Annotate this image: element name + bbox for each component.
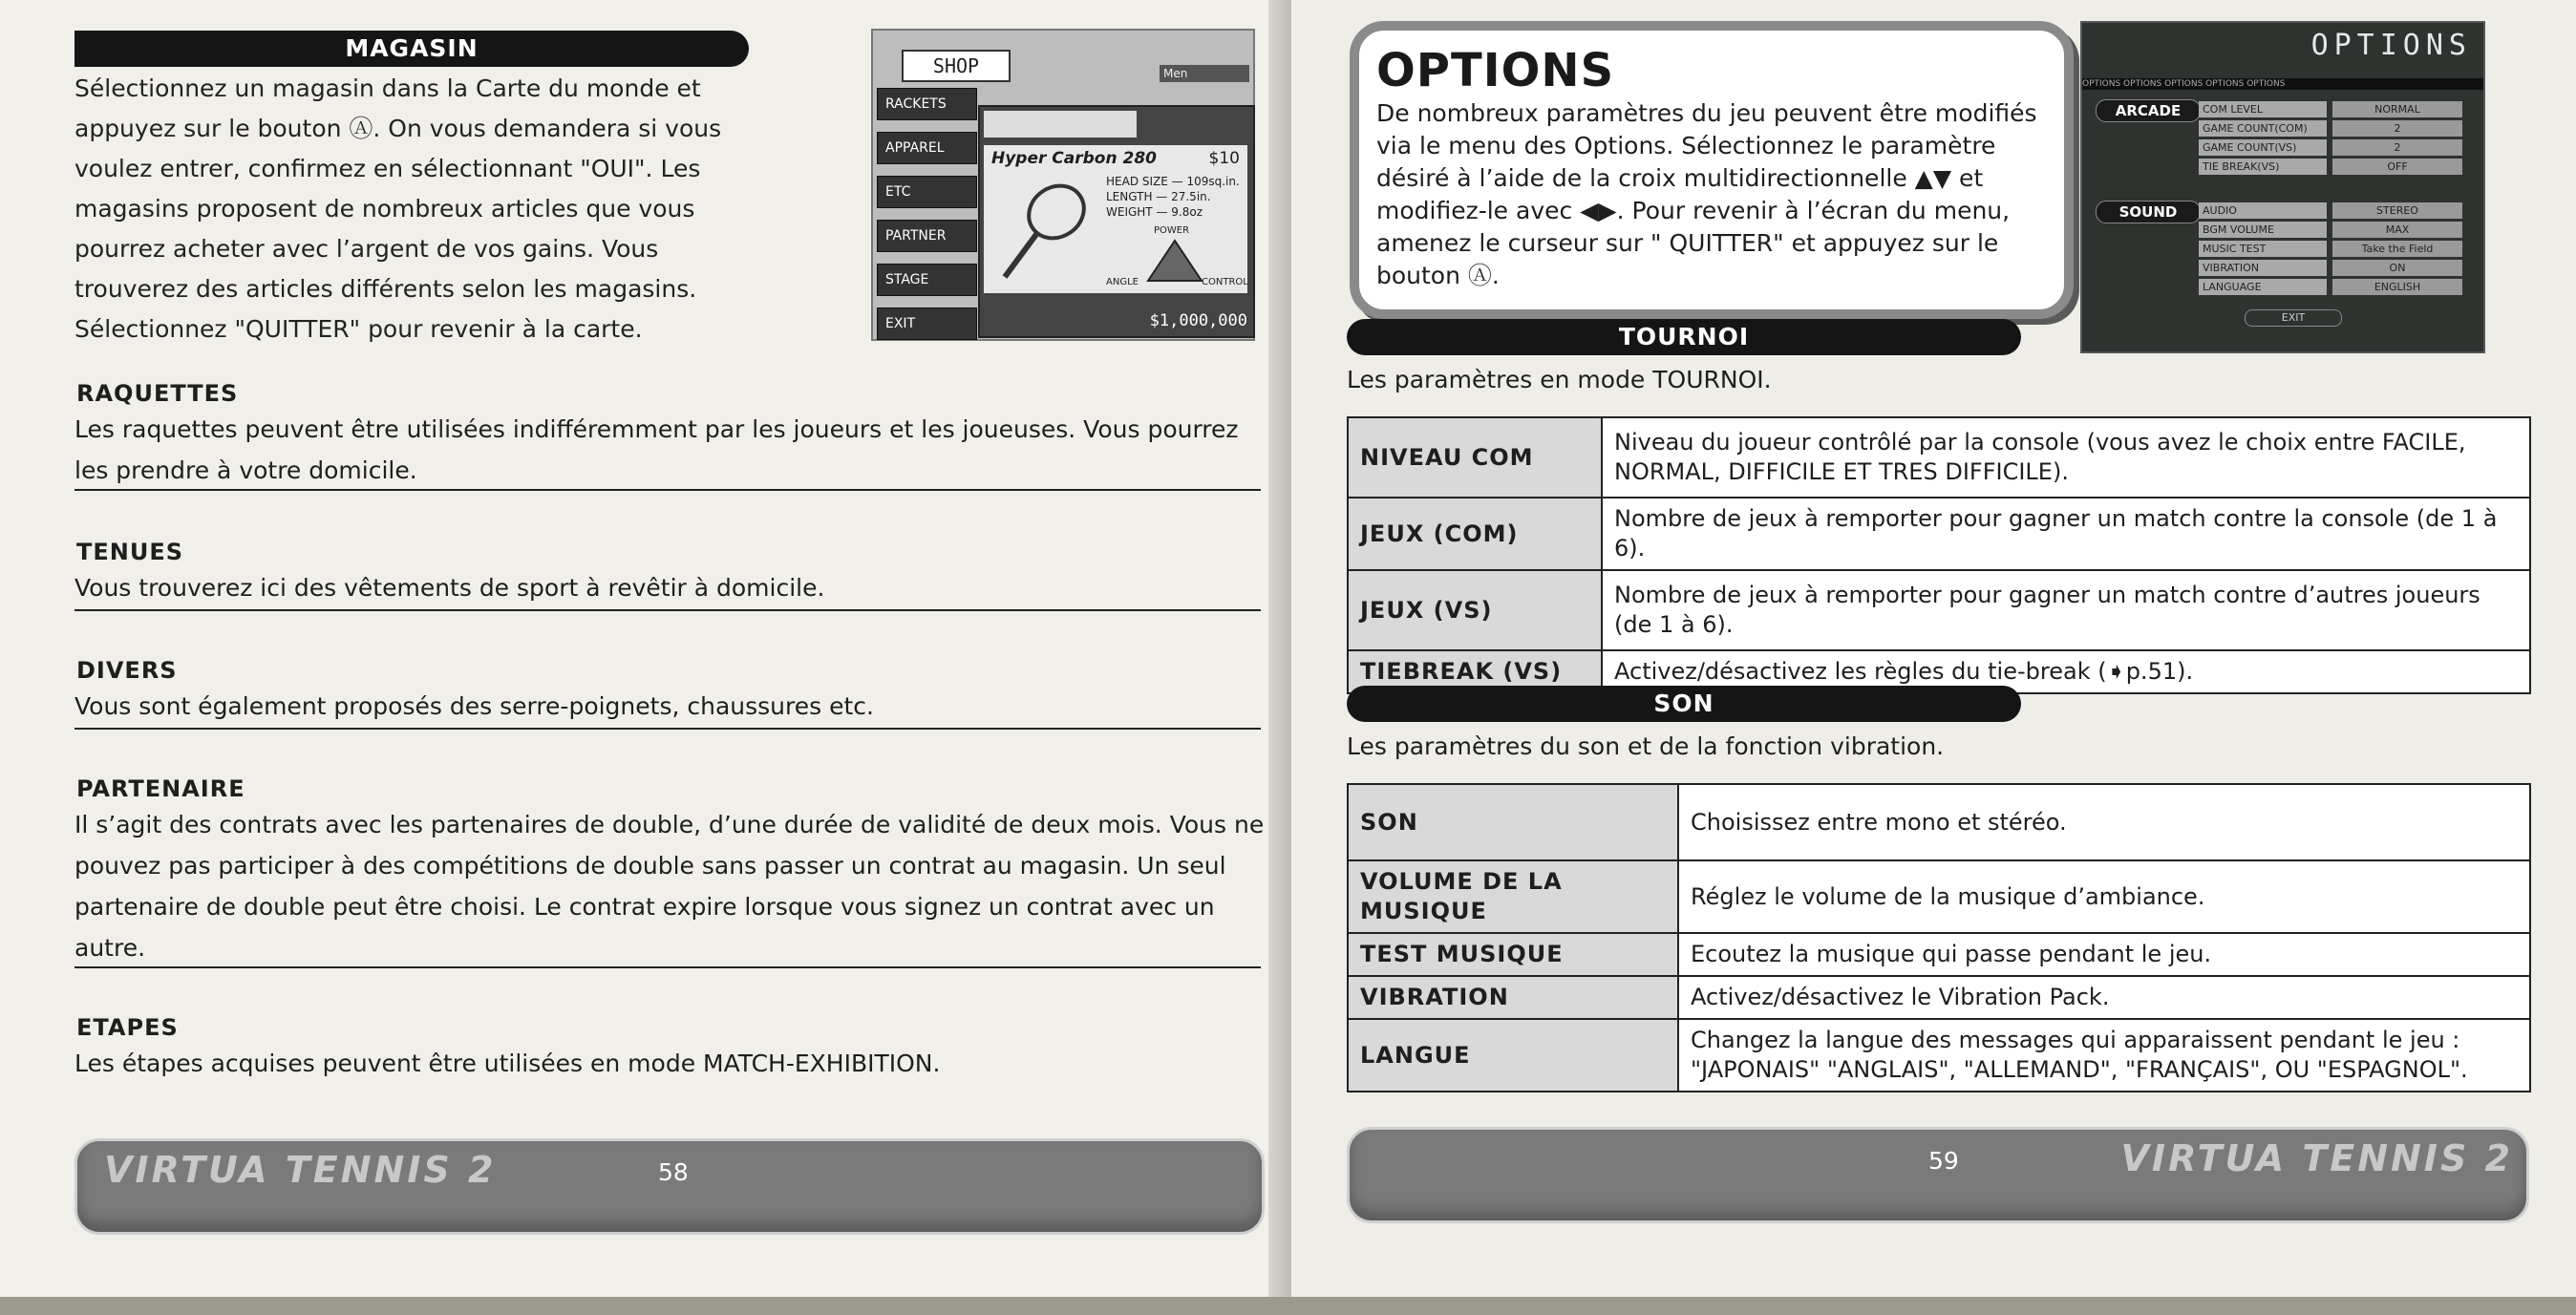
- option-value: OFF: [2332, 159, 2462, 175]
- section-title-etapes: ETAPES: [76, 1014, 179, 1041]
- option-row: [2199, 139, 2466, 156]
- options-band: OPTIONS OPTIONS OPTIONS OPTIONS OPTIONS: [2082, 78, 2483, 90]
- param-value: Nombre de jeux à remporter pour gagner un match contre la console (de 1 à 6).: [1602, 498, 2530, 570]
- option-row: [2199, 241, 2466, 257]
- shop-item-panel: [978, 105, 1255, 338]
- money-display: $1,000,000: [1149, 311, 1247, 330]
- son-subtitle: Les paramètres du son et de la fonction vibration.: [1347, 732, 1945, 760]
- stat-line: WEIGHT — 9.8oz: [1106, 205, 1203, 219]
- section-text-etapes: Les étapes acquises peuvent être utilisées en mode MATCH-EXHIBITION.: [75, 1050, 941, 1077]
- option-label: MUSIC TEST: [2199, 241, 2327, 257]
- param-key: JEUX (COM): [1348, 498, 1602, 570]
- option-row: [2199, 120, 2466, 137]
- stat-line: LENGTH — 27.5in.: [1106, 190, 1211, 203]
- shop-menu-item: RACKETS: [877, 88, 977, 120]
- intro-line: appuyez sur le bouton Ⓐ. On vous demandera si vous: [75, 115, 722, 142]
- options-intro: De nombreux paramètres du jeu peuvent être modifiés via le menu des Options. Sélectionnez le paramètre désiré à l’aide de la croix multidirectionnelle ▲▼ et modifiez-le avec ◀▶. Pour revenir à l’écran du menu, amenez le curseur sur " QUITTER" et appuyez sur le bouton Ⓐ.: [1376, 99, 2037, 289]
- divider: [75, 966, 1261, 968]
- left-footer: [75, 1138, 1265, 1235]
- option-label: TIE BREAK(VS): [2199, 159, 2327, 175]
- param-value: Activez/désactivez le Vibration Pack.: [1678, 976, 2530, 1019]
- shop-menu-item: PARTNER: [877, 220, 977, 252]
- intro-line: magasins proposent de nombreux articles que vous: [75, 195, 695, 223]
- option-row: [2199, 260, 2466, 276]
- power-label: POWER: [1154, 225, 1190, 236]
- options-exit: EXIT: [2245, 309, 2342, 327]
- option-label: GAME COUNT(VS): [2199, 139, 2327, 156]
- shop-menu-item: ETC: [877, 176, 977, 208]
- option-value: 2: [2332, 139, 2462, 156]
- table-row: [1348, 570, 2530, 650]
- option-label: GAME COUNT(COM): [2199, 120, 2327, 137]
- son-header: SON: [1347, 686, 2021, 722]
- page-number: 59: [1928, 1147, 1959, 1175]
- section-title-partenaire: PARTENAIRE: [76, 775, 245, 802]
- shop-item-card: [984, 145, 1247, 293]
- option-label: VIBRATION: [2199, 260, 2327, 276]
- item-stats: [1106, 174, 1240, 220]
- option-label: COM LEVEL: [2199, 101, 2327, 117]
- footer-game-title: VIRTUA TENNIS 2: [104, 1149, 497, 1191]
- param-key: SON: [1348, 784, 1678, 860]
- option-row: [2199, 202, 2466, 219]
- param-key: JEUX (VS): [1348, 570, 1602, 650]
- intro-line: voulez entrer, confirmez en sélectionnant "OUI". Les: [75, 155, 701, 182]
- shop-menu: [877, 88, 977, 351]
- option-label: LANGUAGE: [2199, 279, 2327, 295]
- divider: [75, 489, 1261, 491]
- divider: [75, 728, 1261, 730]
- section-text-tenues: Vous trouverez ici des vêtements de sport à revêtir à domicile.: [75, 574, 825, 602]
- stat-triangle-icon: [1146, 239, 1203, 283]
- category-arcade: ARCADE: [2096, 99, 2201, 122]
- option-value: ON: [2332, 260, 2462, 276]
- item-price: $10: [1208, 149, 1240, 168]
- options-screenshot: [2080, 21, 2485, 353]
- table-row: [1348, 933, 2530, 976]
- table-row: [1348, 498, 2530, 570]
- shop-menu-item: APPAREL: [877, 132, 977, 164]
- options-intro-box: [1350, 21, 2074, 319]
- footer-game-title: VIRTUA TENNIS 2: [2120, 1137, 2513, 1179]
- shop-screen-title: SHOP: [902, 50, 1011, 82]
- tournoi-table: [1347, 416, 2531, 694]
- option-row: [2199, 222, 2466, 238]
- tournoi-header: TOURNOI: [1347, 319, 2021, 355]
- option-label: BGM VOLUME: [2199, 222, 2327, 238]
- param-value: Ecoutez la musique qui passe pendant le jeu.: [1678, 933, 2530, 976]
- control-label: CONTROL: [1202, 277, 1248, 287]
- section-title-raquettes: RAQUETTES: [76, 380, 239, 407]
- table-row: [1348, 784, 2530, 860]
- options-title: OPTIONS: [1376, 44, 1615, 97]
- table-row: [1348, 1019, 2530, 1092]
- section-title-divers: DIVERS: [76, 657, 178, 684]
- option-row: [2199, 159, 2466, 175]
- param-key: TEST MUSIQUE: [1348, 933, 1678, 976]
- param-value: Niveau du joueur contrôlé par la console (vous avez le choix entre FACILE, NORMAL, DIFFICILE ET TRES DIFFICILE).: [1602, 417, 2530, 498]
- stat-line: HEAD SIZE — 109sq.in.: [1106, 175, 1240, 188]
- category-sound: SOUND: [2096, 201, 2201, 223]
- param-key: NIVEAU COM: [1348, 417, 1602, 498]
- right-footer: [1347, 1127, 2529, 1223]
- page-number: 58: [658, 1158, 689, 1186]
- intro-line: trouverez des articles différents selon les magasins.: [75, 275, 697, 303]
- option-value: STEREO: [2332, 202, 2462, 219]
- divider: [75, 609, 1261, 611]
- param-key: LANGUE: [1348, 1019, 1678, 1092]
- section-text-partenaire: Il s’agit des contrats avec les partenaires de double, d’une durée de validité de deux mois. Vous ne pouvez pas participer à des compétitions de double sans passer un contrat au magasin. Un seul partenaire de double peut être choisi. Le contrat expire lorsque vous signez un contrat avec un autre.: [75, 811, 1265, 962]
- option-value: NORMAL: [2332, 101, 2462, 117]
- intro-line: pourrez acheter avec l’argent de vos gains. Vous: [75, 235, 659, 263]
- param-key: TIEBREAK (VS): [1348, 650, 1602, 693]
- racket-icon: [997, 178, 1093, 285]
- table-row: [1348, 976, 2530, 1019]
- param-value: Changez la langue des messages qui apparaissent pendant le jeu : "JAPONAIS" "ANGLAIS", "ALLEMAND", "FRANÇAIS", OU "ESPAGNOL".: [1678, 1019, 2530, 1092]
- param-value: Nombre de jeux à remporter pour gagner un match contre d’autres joueurs (de 1 à 6).: [1602, 570, 2530, 650]
- page-bottom-edge: [0, 1297, 2576, 1315]
- option-value: Take the Field: [2332, 241, 2462, 257]
- param-key: VOLUME DE LA MUSIQUE: [1348, 860, 1678, 933]
- option-label: AUDIO: [2199, 202, 2327, 219]
- shop-screenshot: [871, 29, 1255, 341]
- section-title-tenues: TENUES: [76, 539, 184, 565]
- item-name: Hyper Carbon 280: [991, 149, 1157, 168]
- section-text-raquettes: Les raquettes peuvent être utilisées indifféremment par les joueurs et les joueuses. Vous pourrez les prendre à votre domicile.: [75, 415, 1239, 484]
- shop-player-label: Men: [1160, 65, 1249, 82]
- param-value: Activez/désactivez les règles du tie-break (➧p.51).: [1602, 650, 2530, 693]
- magasin-header: MAGASIN: [75, 31, 749, 67]
- param-value: Réglez le volume de la musique d’ambiance.: [1678, 860, 2530, 933]
- shop-menu-item: STAGE: [877, 264, 977, 296]
- option-value: MAX: [2332, 222, 2462, 238]
- intro-line: Sélectionnez "QUITTER" pour revenir à la carte.: [75, 315, 643, 343]
- option-value: 2: [2332, 120, 2462, 137]
- angle-label: ANGLE: [1106, 277, 1139, 287]
- table-row: [1348, 860, 2530, 933]
- tournoi-subtitle: Les paramètres en mode TOURNOI.: [1347, 366, 1772, 393]
- magasin-intro: [75, 69, 858, 350]
- option-row: [2199, 279, 2466, 295]
- shop-menu-item: EXIT: [877, 308, 977, 340]
- son-table: [1347, 783, 2531, 1092]
- option-value: ENGLISH: [2332, 279, 2462, 295]
- shop-slots: [984, 111, 1137, 138]
- section-text-divers: Vous sont également proposés des serre-poignets, chaussures etc.: [75, 692, 874, 720]
- intro-line: Sélectionnez un magasin dans la Carte du monde et: [75, 74, 701, 102]
- table-row: [1348, 417, 2530, 498]
- options-screen-title: OPTIONS: [2310, 29, 2472, 62]
- param-key: VIBRATION: [1348, 976, 1678, 1019]
- option-row: [2199, 101, 2466, 117]
- param-value: Choisissez entre mono et stéréo.: [1678, 784, 2530, 860]
